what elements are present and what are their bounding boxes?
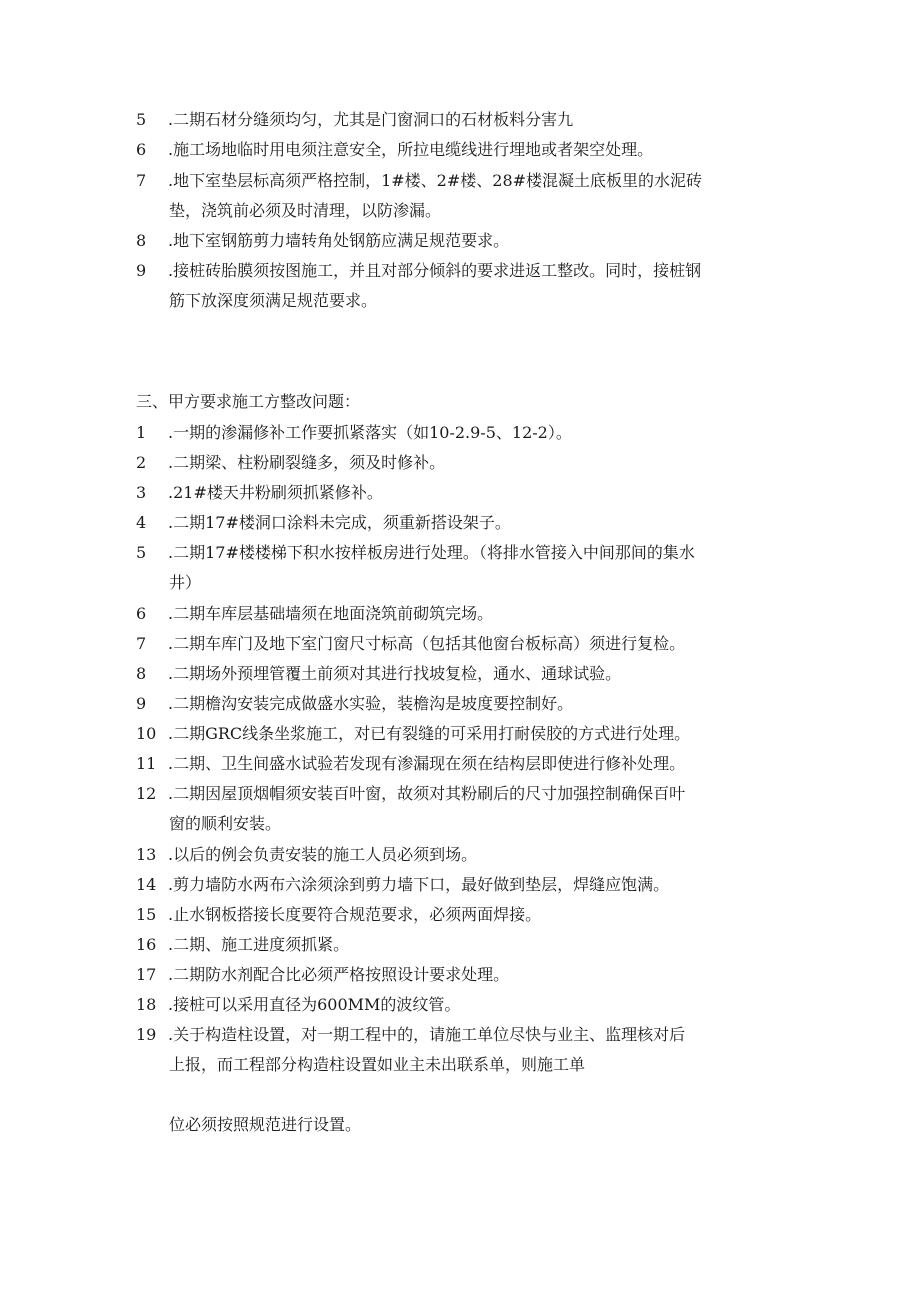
item-text: .二期防水剂配合比必须严格按照设计要求处理。 [168, 965, 510, 984]
list-item [136, 226, 786, 256]
item-number: 7 [136, 634, 147, 653]
list-item [136, 448, 786, 478]
item-number: 2 [136, 453, 147, 472]
item-number: 3 [136, 483, 147, 502]
item-number: 10 [136, 724, 157, 743]
list-item [136, 166, 786, 196]
item-number: 7 [136, 171, 147, 190]
item-number: 8 [136, 231, 147, 250]
list-item [136, 508, 786, 538]
list-item [136, 960, 786, 990]
list-item [136, 135, 786, 165]
item-number: 17 [136, 965, 157, 984]
item-text: .二期梁、柱粉刷裂缝多，须及时修补。 [168, 453, 446, 472]
list-item [136, 478, 786, 508]
item-text: .施工场地临时用电须注意安全，所拉电缆线进行埋地或者架空处理。 [168, 140, 654, 159]
list-item [136, 689, 786, 719]
item-continuation: 筋下放深度须满足规范要求。 [169, 291, 378, 310]
list-item [136, 779, 786, 809]
item-text: .二期场外预埋管覆土前须对其进行找坡复检，通水、通球试验。 [168, 664, 622, 683]
item-number: 16 [136, 935, 157, 954]
item-text: .二期、施工进度须抓紧。 [168, 935, 350, 954]
item-number: 11 [136, 754, 157, 773]
item-number: 6 [136, 604, 147, 623]
item-number: 13 [136, 845, 157, 864]
item-text: .剪力墙防水两布六涂须涂到剪力墙下口，最好做到垫层，焊缝应饱满。 [168, 875, 670, 894]
item-continuation: 垫，浇筑前必须及时清理，以防渗漏。 [169, 201, 442, 220]
list-item [136, 256, 786, 286]
list-item [136, 749, 786, 779]
item-number: 19 [136, 1025, 157, 1044]
item-text: .二期石材分缝须均匀，尤其是门窗洞口的石材板料分害九 [168, 110, 574, 129]
item-number: 1 [136, 423, 147, 442]
item-text: .接桩可以采用直径为600MM的波纹管。 [168, 995, 461, 1014]
item-number: 9 [136, 694, 147, 713]
section-heading: 三、甲方要求施工方整改问题： [136, 392, 361, 411]
item-number: 9 [136, 261, 147, 280]
item-text: .地下室垫层标高须严格控制，1#楼、2#楼、28#楼混凝土底板里的水泥砖 [168, 171, 703, 190]
list-item [136, 659, 786, 689]
list-item [136, 930, 786, 960]
item-number: 15 [136, 905, 157, 924]
item-text: .接桩砖胎膜须按图施工，并且对部分倾斜的要求进返工整改。同时，接桩钢 [168, 261, 702, 280]
item-text: .二期GRC线条坐浆施工，对已有裂缝的可采用打耐侯胶的方式进行处理。 [168, 724, 691, 743]
item-number: 18 [136, 995, 157, 1014]
item-number: 6 [136, 140, 147, 159]
list-item [136, 1020, 786, 1050]
item-number: 8 [136, 664, 147, 683]
item-number: 5 [136, 543, 147, 562]
list-item [136, 870, 786, 900]
item-text: .地下室钢筋剪力墙转角处钢筋应满足规范要求。 [168, 231, 510, 250]
item-number: 14 [136, 875, 157, 894]
item-text: .二期、卫生间盛水试验若发现有渗漏现在须在结构层即使进行修补处理。 [168, 754, 686, 773]
list-item [136, 840, 786, 870]
item-text: .二期17#楼洞口涂料未完成，须重新搭设架子。 [168, 513, 511, 532]
item-continuation: 上报，而工程部分构造柱设置如业主未出联系单，则施工单 [169, 1055, 586, 1074]
item-text: .二期因屋顶烟帽须安装百叶窗，故须对其粉刷后的尺寸加强控制确保百叶 [168, 784, 686, 803]
item-text: .二期车库门及地下室门窗尺寸标高（包括其他窗台板标高）须进行复检。 [168, 634, 686, 653]
list-item [136, 990, 786, 1020]
item-text: .止水钢板搭接长度要符合规范要求，必须两面焊接。 [168, 905, 542, 924]
list-item [136, 418, 786, 448]
item-text: .以后的例会负责安装的施工人员必须到场。 [168, 845, 478, 864]
trailing-line: 位必须按照规范进行设置。 [169, 1115, 362, 1134]
list-item [136, 629, 786, 659]
list-item [136, 538, 786, 568]
item-text: .关于构造柱设置，对一期工程中的，请施工单位尽快与业主、监理核对后 [168, 1025, 686, 1044]
item-text: .二期17#楼楼梯下积水按样板房进行处理。（将排水管接入中间那间的集水 [168, 543, 695, 562]
item-text: .一期的渗漏修补工作要抓紧落实（如10-2.9-5、12-2）。 [168, 423, 572, 442]
list-item [136, 719, 786, 749]
item-text: .二期车库层基础墙须在地面浇筑前砌筑完场。 [168, 604, 494, 623]
item-text: .二期檐沟安装完成做盛水实验，装檐沟是坡度要控制好。 [168, 694, 574, 713]
item-continuation: 井） [169, 573, 202, 592]
list-item [136, 105, 786, 135]
item-number: 4 [136, 513, 147, 532]
item-text: .21#楼天井粉刷须抓紧修补。 [168, 483, 383, 502]
list-item [136, 599, 786, 629]
list-item [136, 900, 786, 930]
item-number: 5 [136, 110, 147, 129]
item-continuation: 窗的顺利安装。 [169, 814, 282, 833]
item-number: 12 [136, 784, 157, 803]
